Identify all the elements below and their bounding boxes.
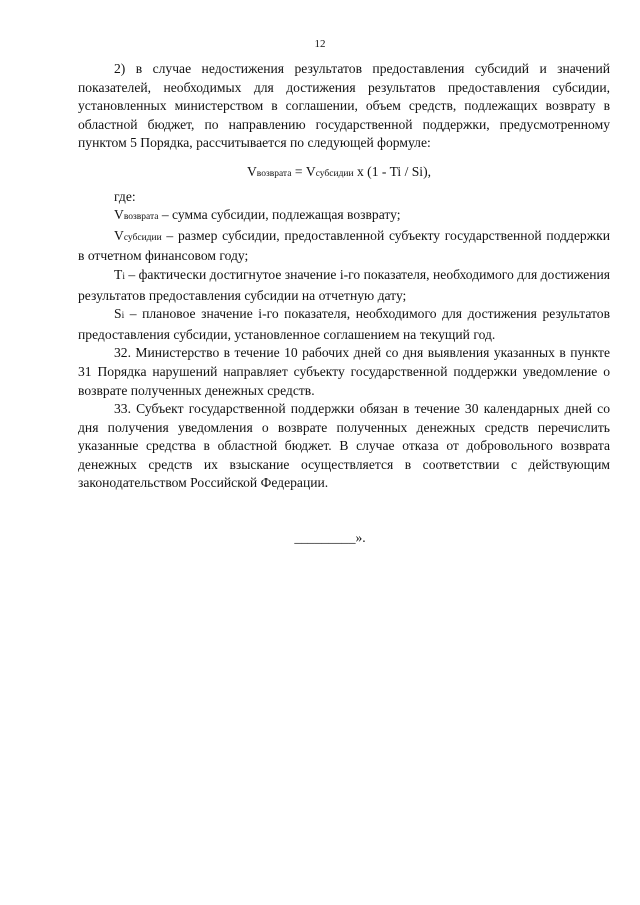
def-v-return-symbol: V — [114, 207, 124, 223]
page-number: 12 — [314, 38, 326, 50]
paragraph-33: 33. Субъект государственной поддержки обязан в течение 30 календарных дней со дня получения уведомления о возврате полученных денежных средств перечислить указанные средства в областной бюджет. В случае отказа от добровольного возврата денежных средств их взыскание осуществляется в соответствии с действующим законодательством Российской Федерации. — [78, 401, 610, 491]
def-ti-text: – фактически достигнутое значение i-го показателя, необходимого для достижения результатов предоставления субсидии на отчетную дату; — [78, 266, 610, 303]
def-v-return-sub: возврата — [123, 212, 159, 223]
closing-mark: _________». — [294, 530, 366, 545]
def-v-subsidy-symbol: V — [114, 227, 124, 243]
formula-rest: x (1 - Ti / Si), — [353, 163, 432, 179]
definition-v-subsidy — [78, 227, 610, 266]
def-v-subsidy-text: – размер субсидии, предоставленной субъекту государственной поддержки в отчетном финансовом году; — [78, 227, 610, 264]
def-si-sub: i — [121, 311, 125, 322]
formula-v-subsidy-sub: субсидии — [315, 168, 354, 179]
def-ti-sub: i — [122, 271, 125, 282]
formula-equals: = — [291, 163, 306, 179]
formula — [78, 163, 610, 184]
definition-si — [78, 305, 610, 344]
def-v-return-text: – сумма субсидии, подлежащая возврату; — [158, 207, 401, 223]
definition-v-return — [78, 206, 610, 227]
def-si-symbol: S — [114, 306, 122, 322]
formula-v-return-symbol: V — [246, 163, 257, 179]
where-label: где: — [114, 188, 136, 204]
paragraph-32: 32. Министерство в течение 10 рабочих дней со дня выявления указанных в пункте 31 Порядка нарушений направляет субъекту государственной поддержки уведомление о возврате полученных денежных средств. — [78, 345, 610, 398]
document-body — [78, 60, 610, 493]
def-v-subsidy-sub: субсидии — [123, 232, 162, 243]
paragraph-2: 2) в случае недостижения результатов предоставления субсидий и значений показателей, необходимых для достижения результатов предоставления субсидии, установленных министерством в соглашении, объем средств, подлежащих возврату в областной бюджет, по направлению государственной поддержки, предусмотренному пунктом 5 Порядка, рассчитывается по следующей формуле: — [78, 61, 610, 151]
formula-v-return-sub: возврата — [256, 168, 292, 179]
formula-v-subsidy-symbol: V — [305, 163, 316, 179]
def-si-text: – плановое значение i-го показателя, необходимого для достижения результатов предоставления субсидии, установленное соглашением на текущий год. — [78, 306, 610, 342]
def-ti-symbol: T — [114, 266, 123, 282]
definition-ti — [78, 266, 610, 305]
